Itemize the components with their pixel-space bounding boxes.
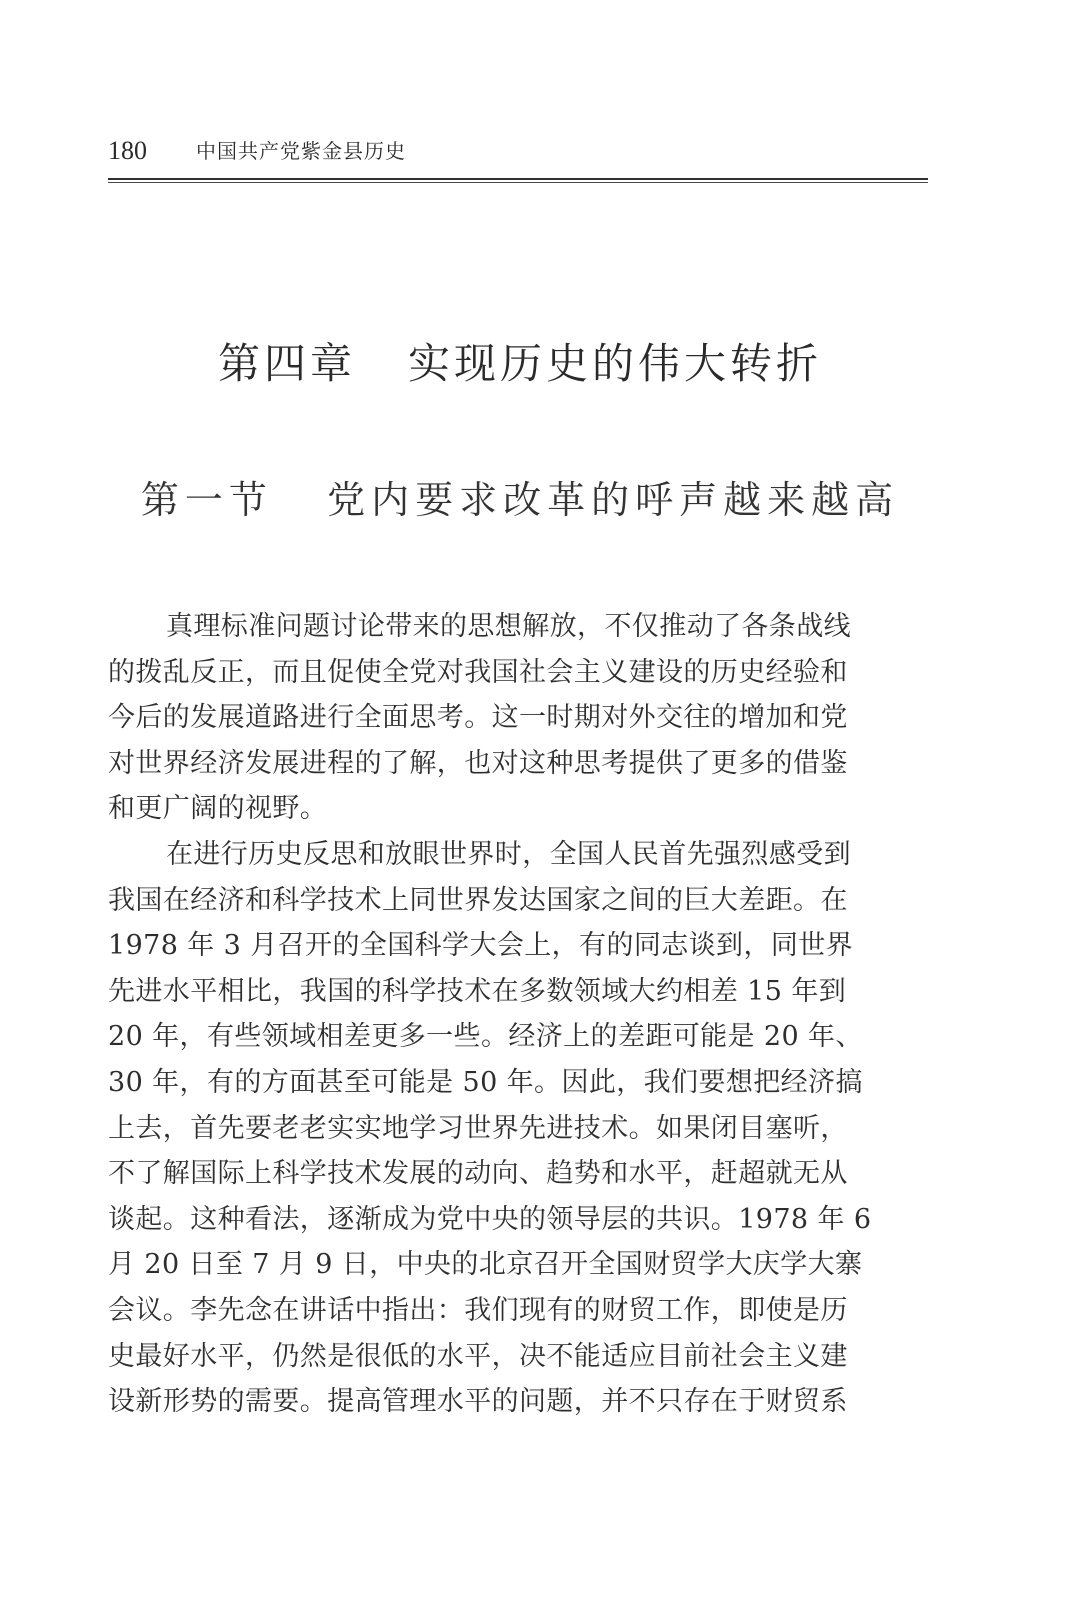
body-line: 我国在经济和科学技术上同世界发达国家之间的巨大差距。在 — [108, 884, 848, 916]
body-text — [108, 604, 928, 1425]
body-line: 会议。李先念在讲话中指出：我们现有的财贸工作，即使是历 — [108, 1294, 848, 1326]
body-line: 在进行历史反思和放眼世界时，全国人民首先强烈感受到 — [166, 838, 851, 870]
body-line: 真理标准问题讨论带来的思想解放，不仅推动了各条战线 — [166, 611, 851, 642]
header-rule-thick — [108, 178, 928, 180]
body-line: 今后的发展道路进行全面思考。这一时期对外交往的增加和党 — [108, 702, 848, 734]
body-line: 史最好水平，仍然是很低的水平，决不能适应目前社会主义建 — [108, 1340, 848, 1372]
body-line: 先进水平相比，我国的科学技术在多数领域大约相差 15 年到 — [108, 975, 847, 1007]
chapter-title: 第四章 实现历史的伟大转折 — [217, 339, 823, 388]
body-line: 不了解国际上科学技术发展的动向、趋势和水平，赶超就无从 — [108, 1158, 848, 1190]
running-head — [108, 134, 928, 174]
body-line: 和更广阔的视野。 — [108, 793, 328, 825]
body-line: 设新形势的需要。提高管理水平的问题，并不只存在于财贸系 — [108, 1386, 848, 1418]
body-line: 20 年，有些领域相差更多一些。经济上的差距可能是 20 年、 — [108, 1021, 863, 1053]
running-head-book-title: 中国共产党紫金县历史 — [196, 139, 406, 163]
page-number: 180 — [108, 136, 147, 165]
section-title: 第一节 党内要求改革的呼声越来越高 — [140, 478, 900, 522]
body-line: 对世界经济发展进程的了解，也对这种思考提供了更多的借鉴 — [108, 747, 848, 779]
body-line: 谈起。这种看法，逐渐成为党中央的领导层的共识。1978 年 6 — [108, 1203, 872, 1235]
body-line: 30 年，有的方面甚至可能是 50 年。因此，我们要想把经济搞 — [108, 1066, 863, 1098]
body-line: 月 20 日至 7 月 9 日，中央的北京召开全国财贸学大庆学大寨 — [108, 1249, 863, 1281]
body-line: 1978 年 3 月召开的全国科学大会上，有的同志谈到，同世界 — [108, 930, 854, 962]
header-rule-thin — [108, 182, 928, 183]
body-line: 的拨乱反正，而且促使全党对我国社会主义建设的历史经验和 — [108, 656, 848, 688]
body-line: 上去，首先要老老实实地学习世界先进技术。如果闭目塞听， — [108, 1112, 848, 1144]
